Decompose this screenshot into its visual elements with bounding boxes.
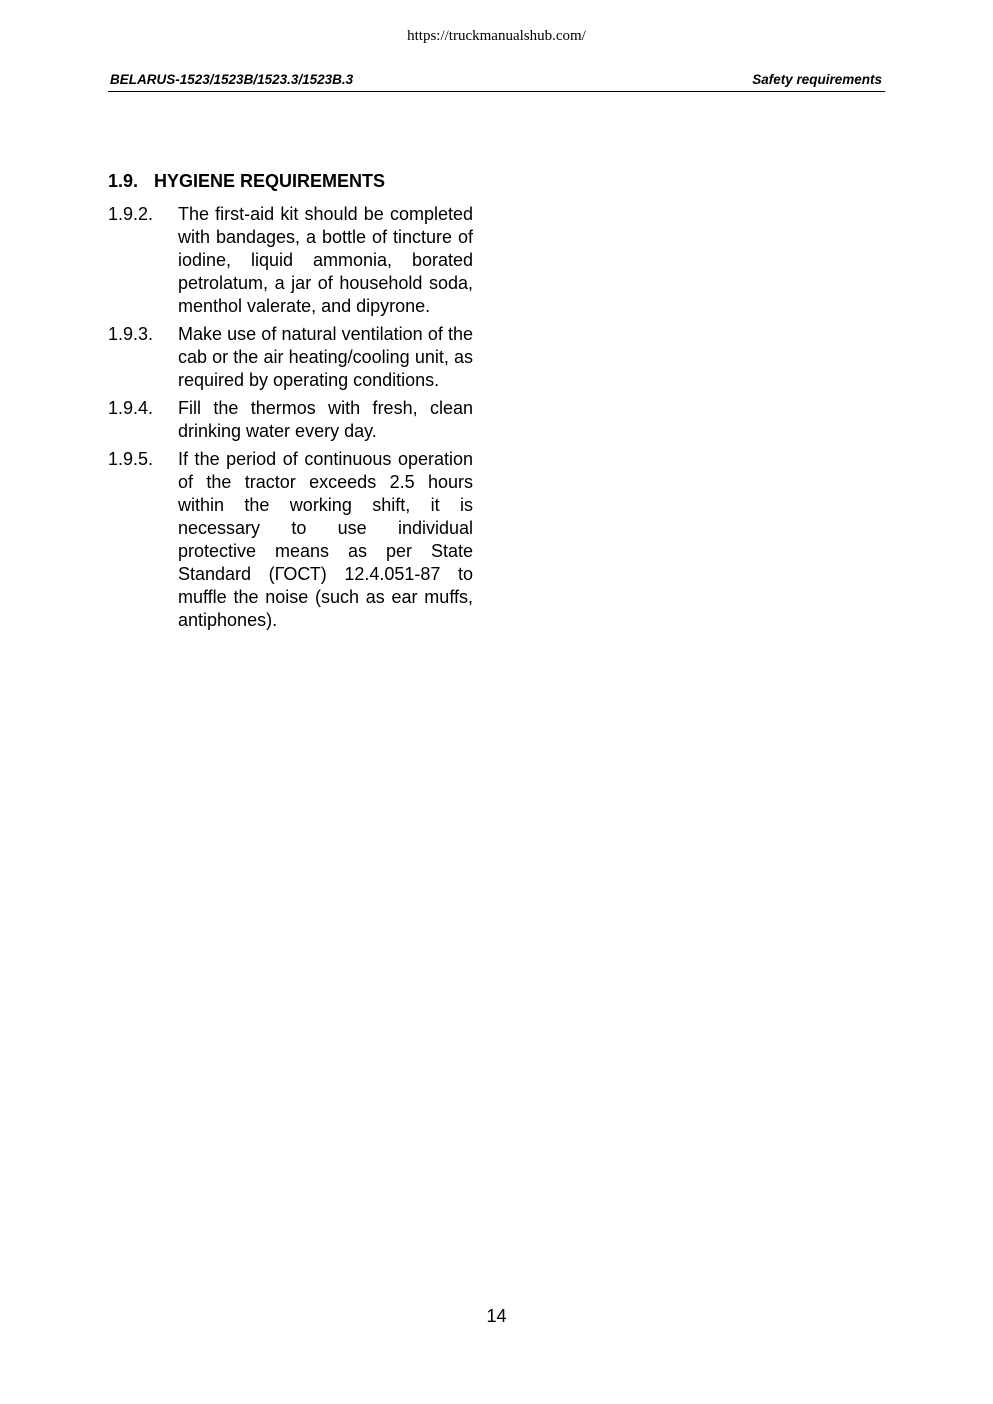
item-text: Make use of natural ventilation of the cab or the air heating/cooling unit, as required by operating conditions. xyxy=(178,324,473,390)
header-section: Safety requirements xyxy=(752,72,882,87)
list-item xyxy=(108,448,473,632)
item-text: The first-aid kit should be completed with bandages, a bottle of tincture of iodine, liquid ammonia, borated petrolatum, a jar of household soda, menthol valerate, and dipyrone. xyxy=(178,204,473,316)
header-model: BELARUS-1523/1523B/1523.3/1523B.3 xyxy=(110,72,354,87)
item-text: Fill the thermos with fresh, clean drinking water every day. xyxy=(178,398,473,441)
item-number: 1.9.2. xyxy=(108,204,154,224)
source-url: https://truckmanualshub.com/ xyxy=(407,28,586,44)
list-item xyxy=(108,397,473,443)
page-number: 14 xyxy=(486,1306,507,1326)
list-item xyxy=(108,203,473,318)
item-text: If the period of continuous operation of the tractor exceeds 2.5 hours within the working shift, it is necessary to use individual protective means as per State Standard (ГОСТ) 12.4.051-87 to muffle the noise (such as ear muffs, antiphones). xyxy=(178,449,473,630)
item-number: 1.9.5. xyxy=(108,449,154,469)
section-heading xyxy=(108,171,385,192)
requirements-list xyxy=(108,203,473,637)
running-header xyxy=(108,70,885,92)
item-number: 1.9.3. xyxy=(108,324,154,344)
list-item xyxy=(108,323,473,392)
section-title: HYGIENE REQUIREMENTS xyxy=(154,171,386,191)
item-number: 1.9.4. xyxy=(108,398,154,418)
section-number: 1.9. xyxy=(108,171,139,191)
